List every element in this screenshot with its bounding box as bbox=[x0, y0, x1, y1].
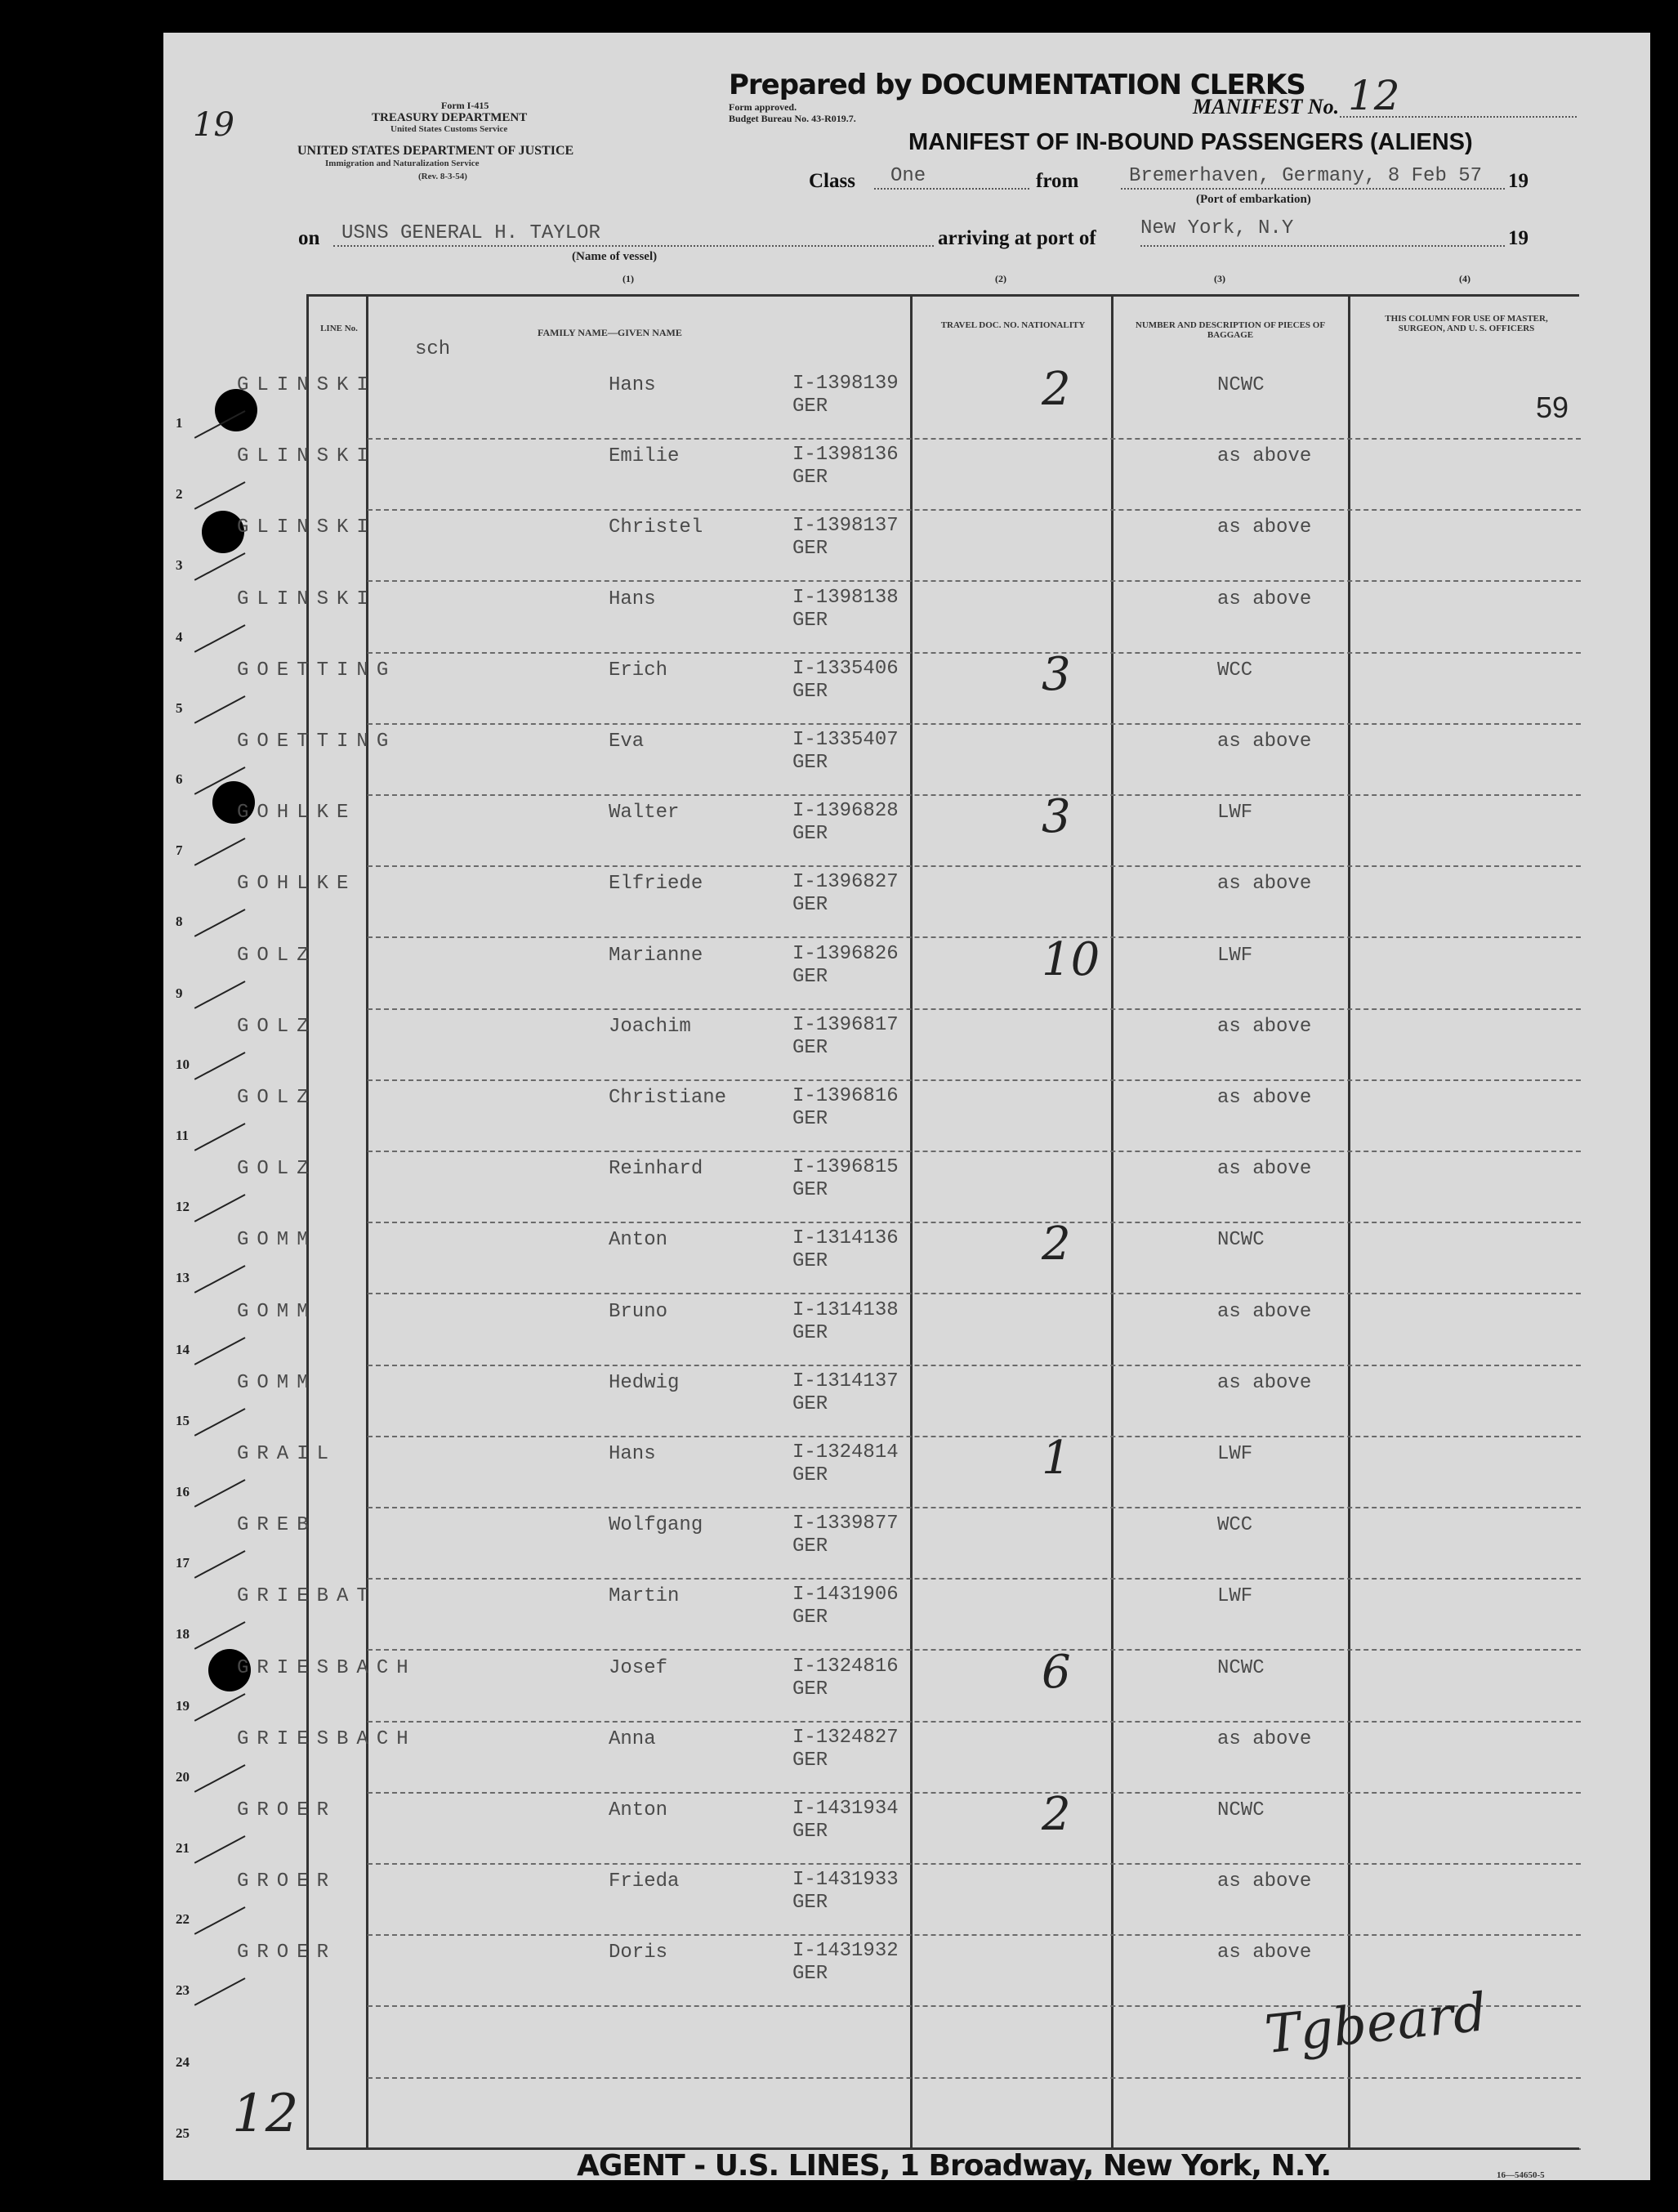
given-name: Christiane bbox=[609, 1087, 727, 1109]
check-mark bbox=[194, 1978, 246, 2007]
table-row bbox=[0, 439, 1678, 510]
manifest-no-value: 12 bbox=[1348, 72, 1400, 119]
family-name: GRIESBACH bbox=[237, 1656, 417, 1679]
dept-name: TREASURY DEPARTMENT bbox=[372, 111, 528, 124]
given-name: Emilie bbox=[609, 445, 680, 468]
family-name: GOLZ bbox=[237, 1087, 317, 1109]
officer-note: LWF bbox=[1217, 944, 1253, 967]
officer-note: LWF bbox=[1217, 1443, 1253, 1465]
travel-doc-no: I-1335406 bbox=[792, 657, 899, 680]
given-name: Eva bbox=[609, 731, 645, 753]
officer-note: NCWC bbox=[1217, 374, 1265, 396]
nationality: GER bbox=[792, 1535, 828, 1558]
baggage-count: 10 bbox=[1042, 932, 1100, 986]
given-name: Walter bbox=[609, 802, 680, 824]
nationality: GER bbox=[792, 1821, 828, 1843]
officer-note: as above bbox=[1217, 1300, 1312, 1323]
family-name: GROER bbox=[237, 1942, 337, 1964]
margin-mark: 12 bbox=[232, 2084, 299, 2144]
from-value: Bremerhaven, Germany, 8 Feb 57 bbox=[1129, 165, 1483, 187]
baggage-count: 2 bbox=[1042, 363, 1071, 416]
footer-code: 16—54650-5 bbox=[1497, 2170, 1545, 2180]
given-name: Wolfgang bbox=[609, 1514, 703, 1537]
table-row bbox=[0, 1645, 1678, 1722]
check-mark bbox=[194, 1764, 246, 1793]
line-number: 21 bbox=[176, 1840, 190, 1856]
family-name: GOLZ bbox=[237, 1015, 317, 1038]
nationality: GER bbox=[792, 1963, 828, 1986]
check-mark bbox=[194, 695, 246, 724]
officer-note: as above bbox=[1217, 1015, 1312, 1038]
given-name: Elfriede bbox=[609, 873, 703, 896]
travel-doc-no: I-1324827 bbox=[792, 1726, 899, 1749]
given-name: Christel bbox=[609, 516, 703, 539]
class-label: Class bbox=[809, 170, 855, 192]
travel-doc-no: I-1314136 bbox=[792, 1227, 899, 1250]
table-row bbox=[0, 1009, 1678, 1080]
line-number: 1 bbox=[176, 415, 183, 431]
nationality: GER bbox=[792, 894, 828, 917]
header-travel-doc: TRAVEL DOC. NO. NATIONALITY bbox=[940, 320, 1086, 330]
table-row bbox=[0, 1151, 1678, 1222]
given-name: Martin bbox=[609, 1585, 680, 1608]
check-mark bbox=[194, 1479, 246, 1508]
officer-note: NCWC bbox=[1217, 1656, 1265, 1679]
col-1-number: (1) bbox=[623, 273, 634, 284]
check-mark bbox=[194, 410, 246, 439]
nationality: GER bbox=[792, 467, 828, 489]
officer-note: as above bbox=[1217, 1727, 1312, 1750]
table-row bbox=[0, 1788, 1678, 1864]
on-label: on bbox=[298, 227, 320, 249]
table-row bbox=[0, 1365, 1678, 1437]
footer-agent-stamp: AGENT - U.S. LINES, 1 Broadway, New York, N.Y. bbox=[577, 2149, 1332, 2183]
check-mark bbox=[194, 1408, 246, 1437]
table-row bbox=[0, 1218, 1678, 1294]
check-mark bbox=[194, 1194, 246, 1222]
travel-doc-no: I-1396815 bbox=[792, 1156, 899, 1179]
line-number: 3 bbox=[176, 557, 183, 574]
check-mark bbox=[194, 1266, 246, 1294]
check-mark bbox=[194, 838, 246, 866]
travel-doc-no: I-1398139 bbox=[792, 373, 899, 395]
travel-doc-no: I-1431933 bbox=[792, 1869, 899, 1892]
check-mark bbox=[194, 1052, 246, 1080]
table-row bbox=[0, 363, 1678, 439]
family-name: GOHLKE bbox=[237, 873, 357, 896]
officer-note: LWF bbox=[1217, 802, 1253, 824]
revision: (Rev. 8-3-54) bbox=[418, 172, 467, 181]
header-sch-note: sch bbox=[415, 338, 451, 360]
nationality: GER bbox=[792, 1606, 828, 1629]
line-number: 18 bbox=[176, 1626, 190, 1642]
family-name: GOHLKE bbox=[237, 802, 357, 824]
officer-note: NCWC bbox=[1217, 1229, 1265, 1252]
table-row bbox=[0, 1294, 1678, 1365]
family-name: GRIEBAT bbox=[237, 1585, 377, 1608]
baggage-count: 6 bbox=[1042, 1645, 1071, 1699]
family-name: GOMM bbox=[237, 1229, 317, 1252]
check-mark bbox=[194, 1693, 246, 1722]
travel-doc-no: I-1396826 bbox=[792, 942, 899, 965]
header-officers: THIS COLUMN FOR USE OF MASTER, SURGEON, AND U. S. OFFICERS bbox=[1385, 314, 1548, 333]
port-embark-caption: (Port of embarkation) bbox=[1196, 193, 1311, 206]
line-number: 13 bbox=[176, 1270, 190, 1286]
nationality: GER bbox=[792, 752, 828, 774]
travel-doc-no: I-1396816 bbox=[792, 1085, 899, 1107]
nationality: GER bbox=[792, 1392, 828, 1415]
family-name: GROER bbox=[237, 1870, 337, 1893]
prepared-stamp: Prepared by DOCUMENTATION CLERKS bbox=[729, 69, 1305, 101]
line-number: 2 bbox=[176, 486, 183, 503]
nationality: GER bbox=[792, 1250, 828, 1273]
col-2-number: (2) bbox=[995, 273, 1006, 284]
line-number: 7 bbox=[176, 842, 183, 859]
header-baggage: NUMBER AND DESCRIPTION OF PIECES OF BAGGAGE bbox=[1135, 320, 1326, 340]
line-number: 10 bbox=[176, 1056, 190, 1072]
family-name: GLINSKI bbox=[237, 588, 377, 610]
manifest-no-label: MANIFEST No. bbox=[1193, 95, 1340, 118]
officer-note: as above bbox=[1217, 588, 1312, 610]
vessel-value: USNS GENERAL H. TAYLOR bbox=[341, 222, 600, 244]
given-name: Josef bbox=[609, 1656, 668, 1679]
check-mark bbox=[194, 981, 246, 1009]
col-3-number: (3) bbox=[1214, 273, 1225, 284]
from-label: from bbox=[1036, 170, 1079, 192]
officer-note: as above bbox=[1217, 1158, 1312, 1181]
family-name: GLINSKI bbox=[237, 374, 377, 396]
check-mark bbox=[194, 766, 246, 795]
year-suffix-2: 19 bbox=[1508, 227, 1528, 249]
travel-doc-no: I-1314137 bbox=[792, 1370, 899, 1392]
check-mark bbox=[194, 909, 246, 938]
family-name: GOETTING bbox=[237, 659, 397, 681]
line-number: 20 bbox=[176, 1768, 190, 1785]
officer-note: as above bbox=[1217, 731, 1312, 753]
check-mark bbox=[194, 1123, 246, 1151]
table-row bbox=[0, 724, 1678, 795]
line-number: 4 bbox=[176, 628, 183, 645]
given-name: Reinhard bbox=[609, 1158, 703, 1181]
family-name: GOLZ bbox=[237, 1158, 317, 1181]
service-name: United States Customs Service bbox=[390, 124, 508, 134]
check-mark bbox=[194, 481, 246, 510]
class-value: One bbox=[890, 165, 926, 187]
family-name: GOMM bbox=[237, 1371, 317, 1394]
line-number: 16 bbox=[176, 1484, 190, 1499]
table-row bbox=[0, 1864, 1678, 1935]
travel-doc-no: I-1431932 bbox=[792, 1940, 899, 1963]
corner-mark: 19 bbox=[193, 106, 234, 144]
table-row bbox=[0, 1432, 1678, 1508]
manifest-title: MANIFEST OF IN-BOUND PASSENGERS (ALIENS) bbox=[908, 129, 1473, 155]
check-mark bbox=[194, 1337, 246, 1365]
travel-doc-no: I-1396827 bbox=[792, 871, 899, 894]
travel-doc-no: I-1339877 bbox=[792, 1513, 899, 1535]
table-row bbox=[0, 1080, 1678, 1151]
check-mark bbox=[194, 1622, 246, 1651]
nationality: GER bbox=[792, 823, 828, 846]
baggage-count: 2 bbox=[1042, 1788, 1071, 1841]
nationality: GER bbox=[792, 680, 828, 703]
header-line-no: LINE No. bbox=[320, 324, 358, 333]
baggage-count: 2 bbox=[1042, 1218, 1071, 1271]
nationality: GER bbox=[792, 1678, 828, 1700]
nationality: GER bbox=[792, 1179, 828, 1202]
officer-note: as above bbox=[1217, 1870, 1312, 1893]
line-number: 8 bbox=[176, 914, 183, 930]
nationality: GER bbox=[792, 965, 828, 988]
line-number: 6 bbox=[176, 771, 183, 787]
travel-doc-no: I-1314138 bbox=[792, 1298, 899, 1321]
line-number: 11 bbox=[176, 1128, 190, 1143]
nationality: GER bbox=[792, 395, 828, 418]
line-number: 24 bbox=[176, 2053, 190, 2070]
table-row bbox=[0, 1579, 1678, 1650]
officer-note: NCWC bbox=[1217, 1799, 1265, 1821]
travel-doc-no: I-1396828 bbox=[792, 800, 899, 823]
given-name: Hans bbox=[609, 588, 656, 610]
family-name: GLINSKI bbox=[237, 516, 377, 539]
table-row bbox=[0, 790, 1678, 866]
travel-doc-no: I-1396817 bbox=[792, 1013, 899, 1036]
family-name: GOLZ bbox=[237, 944, 317, 967]
given-name: Hans bbox=[609, 1443, 656, 1465]
given-name: Joachim bbox=[609, 1015, 691, 1038]
col-4-number: (4) bbox=[1459, 273, 1470, 284]
page-number: 59 bbox=[1536, 391, 1569, 424]
family-name: GRIESBACH bbox=[237, 1727, 417, 1750]
given-name: Doris bbox=[609, 1942, 668, 1964]
line-number: 5 bbox=[176, 699, 183, 716]
table-row bbox=[0, 647, 1678, 724]
line-number: 19 bbox=[176, 1697, 190, 1714]
officer-note: as above bbox=[1217, 516, 1312, 539]
given-name: Frieda bbox=[609, 1870, 680, 1893]
family-name: GROER bbox=[237, 1799, 337, 1821]
line-number: 15 bbox=[176, 1412, 190, 1428]
travel-doc-no: I-1431934 bbox=[792, 1798, 899, 1820]
check-mark bbox=[194, 1835, 246, 1864]
baggage-count: 1 bbox=[1042, 1432, 1071, 1485]
line-number: 12 bbox=[176, 1199, 190, 1215]
form-approved: Form approved. bbox=[729, 101, 797, 113]
check-mark bbox=[194, 553, 246, 582]
line-number: 23 bbox=[176, 1982, 190, 1999]
given-name: Marianne bbox=[609, 944, 703, 967]
travel-doc-no: I-1398136 bbox=[792, 444, 899, 467]
nationality: GER bbox=[792, 1892, 828, 1915]
table-row bbox=[0, 1722, 1678, 1793]
table-row bbox=[0, 510, 1678, 581]
nationality: GER bbox=[792, 1321, 828, 1344]
signature: Tgbeard bbox=[1261, 1982, 1490, 2067]
travel-doc-no: I-1335407 bbox=[792, 729, 899, 751]
family-name: GOETTING bbox=[237, 731, 397, 753]
travel-doc-no: I-1398138 bbox=[792, 586, 899, 609]
line-number: 14 bbox=[176, 1341, 190, 1357]
baggage-count: 3 bbox=[1042, 647, 1071, 701]
travel-doc-no: I-1324814 bbox=[792, 1441, 899, 1463]
family-name: GRAIL bbox=[237, 1443, 337, 1465]
officer-note: as above bbox=[1217, 1087, 1312, 1109]
table-row bbox=[0, 582, 1678, 653]
arriving-label: arriving at port of bbox=[938, 227, 1096, 249]
line-number: 25 bbox=[176, 2125, 190, 2141]
dept2-name: UNITED STATES DEPARTMENT OF JUSTICE bbox=[297, 144, 574, 158]
line-number: 17 bbox=[176, 1555, 190, 1571]
vessel-caption: (Name of vessel) bbox=[572, 250, 658, 263]
family-name: GREB bbox=[237, 1514, 317, 1537]
family-name: GLINSKI bbox=[237, 445, 377, 468]
family-name: GOMM bbox=[237, 1300, 317, 1323]
officer-note: LWF bbox=[1217, 1585, 1253, 1608]
baggage-count: 3 bbox=[1042, 790, 1071, 844]
nationality: GER bbox=[792, 609, 828, 632]
given-name: Bruno bbox=[609, 1300, 668, 1323]
check-mark bbox=[194, 624, 246, 653]
travel-doc-no: I-1431906 bbox=[792, 1584, 899, 1606]
table-row bbox=[0, 866, 1678, 937]
nationality: GER bbox=[792, 1036, 828, 1059]
service2-name: Immigration and Naturalization Service bbox=[325, 159, 480, 168]
header-family-name: FAMILY NAME—GIVEN NAME bbox=[538, 327, 682, 338]
nationality: GER bbox=[792, 1108, 828, 1130]
check-mark bbox=[194, 1906, 246, 1935]
budget-bureau: Budget Bureau No. 43-R019.7. bbox=[729, 113, 856, 124]
officer-note: as above bbox=[1217, 1371, 1312, 1394]
travel-doc-no: I-1398137 bbox=[792, 515, 899, 538]
line-number: 22 bbox=[176, 1911, 190, 1928]
given-name: Hedwig bbox=[609, 1371, 680, 1394]
given-name: Anton bbox=[609, 1799, 668, 1821]
officer-note: WCC bbox=[1217, 659, 1253, 681]
nationality: GER bbox=[792, 538, 828, 561]
form-number: Form I-415 bbox=[441, 100, 489, 111]
officer-note: as above bbox=[1217, 1942, 1312, 1964]
nationality: GER bbox=[792, 1749, 828, 1772]
officer-note: as above bbox=[1217, 445, 1312, 468]
given-name: Hans bbox=[609, 374, 656, 396]
officer-note: as above bbox=[1217, 873, 1312, 896]
line-number: 9 bbox=[176, 985, 183, 1001]
given-name: Erich bbox=[609, 659, 668, 681]
nationality: GER bbox=[792, 1464, 828, 1486]
arriving-value: New York, N.Y bbox=[1140, 217, 1294, 239]
table-row bbox=[0, 1508, 1678, 1579]
officer-note: WCC bbox=[1217, 1514, 1253, 1537]
given-name: Anna bbox=[609, 1727, 656, 1750]
year-suffix: 19 bbox=[1508, 170, 1528, 192]
travel-doc-no: I-1324816 bbox=[792, 1655, 899, 1678]
table-row bbox=[0, 932, 1678, 1009]
given-name: Anton bbox=[609, 1229, 668, 1252]
check-mark bbox=[194, 1550, 246, 1579]
